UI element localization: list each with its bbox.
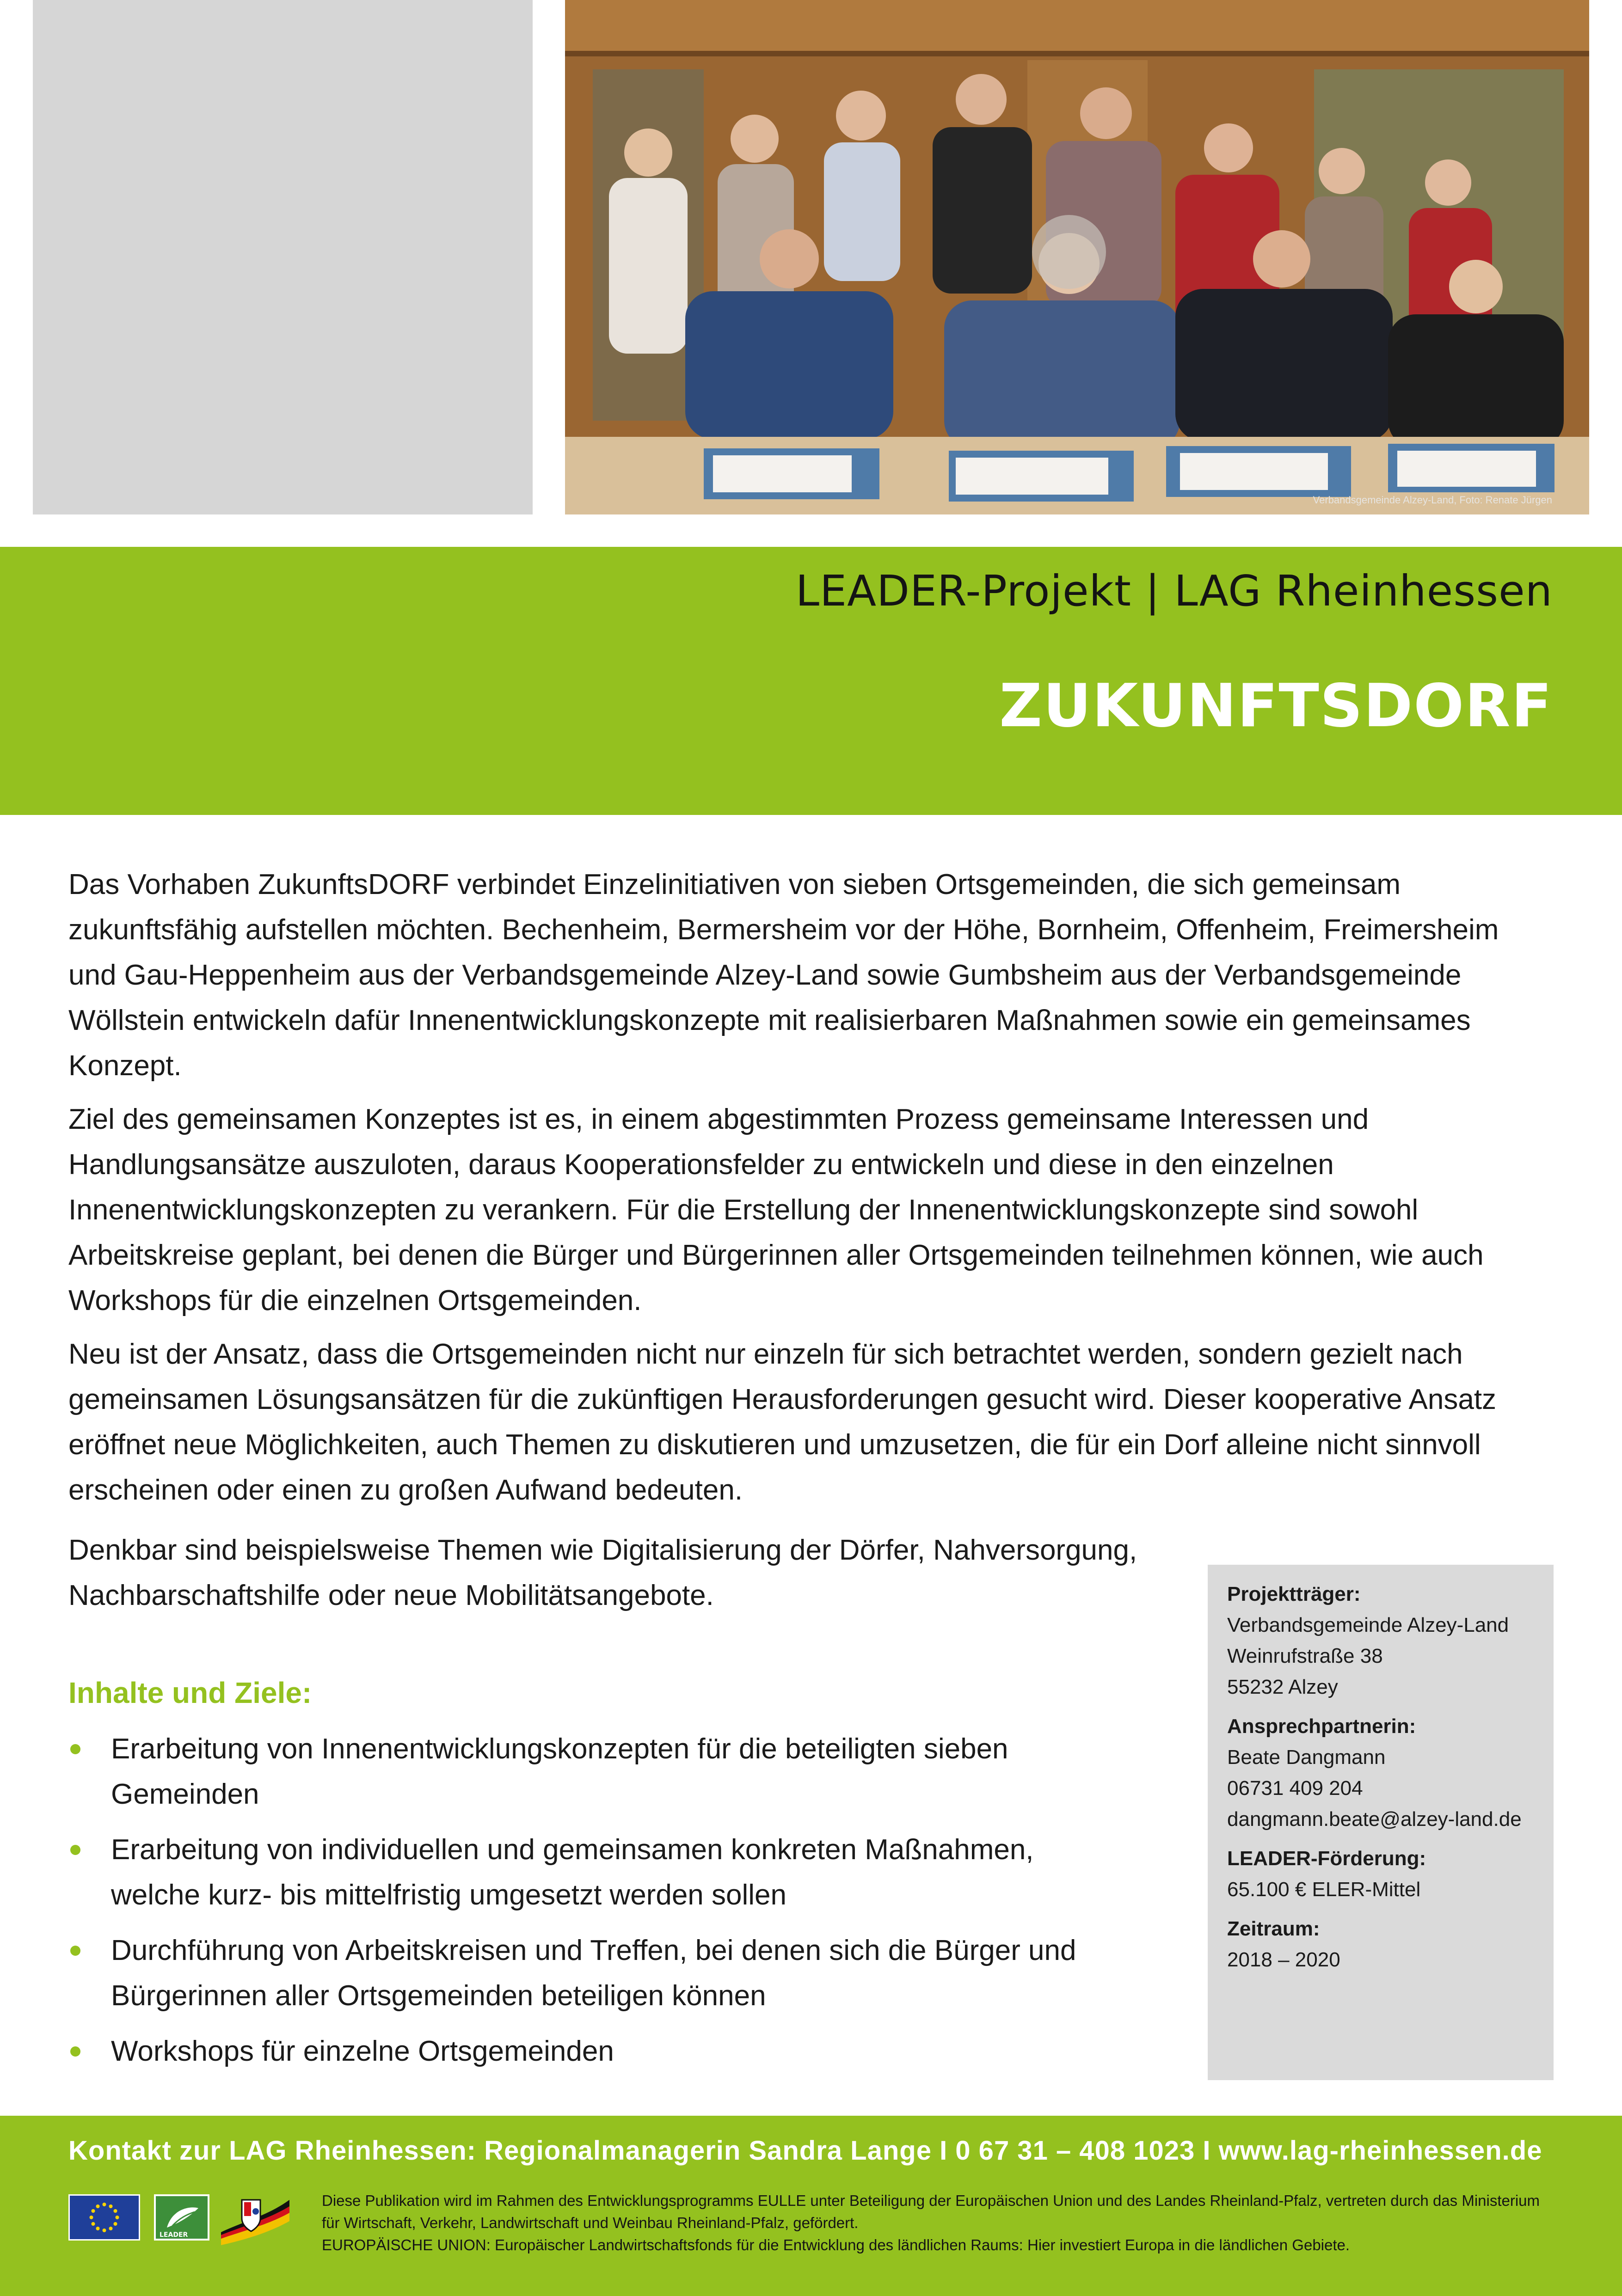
- photo-credit: Verbandsgemeinde Alzey-Land, Foto: Renate Jürgen: [1313, 494, 1552, 506]
- carrier-city: 55232 Alzey: [1227, 1676, 1338, 1698]
- rlp-state-logo-icon: [216, 2191, 293, 2245]
- footer-note-line: Diese Publikation wird im Rahmen des Entwicklungsprogramms EULLE unter Beteiligung der Europäischen Union und des Landes Rheinland-Pfalz, vertreten durch das Ministerium für Wirtschaft, Verkehr, Landwirtschaft und Weinbau Rheinland-Pfalz, gefördert.: [322, 2192, 1540, 2231]
- paragraph: Neu ist der Ansatz, dass die Ortsgemeinden nicht nur einzeln für sich betrachtet werden, sondern gezielt nach gemeinsamen Lösungsansätzen für die zukünftigen Herausforderungen gesucht wird. Dieser kooperative Ansatz eröffnet neue Möglichkeiten, auch Themen zu diskutieren und umzusetzen, die für ein Dorf alleine nicht sinnvoll erscheinen oder einen zu großen Aufwand bedeuten.: [68, 1338, 1497, 1506]
- bullet-icon: [70, 1744, 80, 1754]
- page-title: ZUKUNFTSDORF: [999, 672, 1553, 741]
- title-band: [0, 547, 1622, 815]
- list-item: [68, 1727, 1109, 1817]
- funding-label: LEADER-Förderung:: [1227, 1847, 1426, 1870]
- period-group: [1227, 1913, 1534, 1975]
- list-item-text: Erarbeitung von individuellen und gemeinsamen konkreten Maßnahmen, welche kurz- bis mittelfristig umgesetzt werden sollen: [111, 1834, 1034, 1911]
- footer-note-line: EUROPÄISCHE UNION: Europäischer Landwirtschaftsfonds für die Entwicklung des ländlichen Raums: Hier investiert Europa in die ländlichen Gebiete.: [322, 2236, 1350, 2253]
- contact-group: [1227, 1711, 1534, 1835]
- funding-value: 65.100 € ELER-Mittel: [1227, 1878, 1421, 1901]
- footer-note: [322, 2190, 1552, 2256]
- eu-flag-icon: [68, 2194, 140, 2241]
- contact-phone: 06731 409 204: [1227, 1777, 1363, 1800]
- list-item-text: Workshops für einzelne Ortsgemeinden: [111, 2035, 614, 2067]
- list-item: [68, 2029, 1109, 2074]
- goals-list: [68, 1727, 1109, 2084]
- paragraph: Denkbar sind beispielsweise Themen wie Digitalisierung der Dörfer, Nahversorgung, Nachbarschaftshilfe oder neue Mobilitätsangebote.: [68, 1534, 1137, 1611]
- funding-group: [1227, 1843, 1534, 1905]
- goals-heading: Inhalte und Ziele:: [68, 1676, 312, 1709]
- contact-email: dangmann.beate@alzey-land.de: [1227, 1808, 1522, 1831]
- period-value: 2018 – 2020: [1227, 1948, 1340, 1971]
- leader-logo-text: LEADER: [160, 2231, 188, 2239]
- paragraph: Ziel des gemeinsamen Konzeptes ist es, in einem abgestimmten Prozess gemeinsame Interessen und Handlungsansätze auszuloten, daraus Kooperationsfelder zu entwickeln und diese in den einzelnen Innenentwicklungskonzepten zu verankern. Für die Erstellung der Innenentwicklungskonzepte sind sowohl Arbeitskreise geplant, bei denen die Bürger und Bürgerinnen aller Ortsgemeinden teilnehmen können, wie auch Workshops für die einzelnen Ortsgemeinden.: [68, 1103, 1484, 1316]
- contact-label: Ansprechpartnerin:: [1227, 1715, 1416, 1738]
- list-item: [68, 1827, 1109, 1918]
- body-text: [68, 862, 1539, 1521]
- group-photo-illustration: [565, 0, 1589, 514]
- list-item-text: Durchführung von Arbeitskreisen und Treffen, bei denen sich die Bürger und Bürgerinnen aller Ortsgemeinden beteiligen können: [111, 1935, 1076, 2012]
- bullet-icon: [70, 1946, 80, 1956]
- info-box: [1208, 1565, 1554, 2080]
- footer-contact: Kontakt zur LAG Rheinhessen: Regionalmanagerin Sandra Lange I 0 67 31 – 408 1023 I www.lag-rheinhessen.de: [68, 2136, 1542, 2166]
- image-placeholder: [33, 0, 533, 514]
- footer: [0, 2116, 1622, 2296]
- list-item: [68, 1928, 1109, 2019]
- carrier-street: Weinrufstraße 38: [1227, 1645, 1383, 1667]
- bullet-icon: [70, 2046, 80, 2057]
- list-item-text: Erarbeitung von Innenentwicklungskonzepten für die beteiligten sieben Gemeinden: [111, 1733, 1008, 1810]
- bullet-icon: [70, 1845, 80, 1855]
- carrier-label: Projektträger:: [1227, 1583, 1361, 1605]
- carrier-name: Verbandsgemeinde Alzey-Land: [1227, 1614, 1509, 1636]
- leader-logo-icon: [154, 2194, 209, 2241]
- group-photo: [565, 0, 1589, 514]
- contact-name: Beate Dangmann: [1227, 1746, 1386, 1769]
- header-subtitle: LEADER-Projekt | LAG Rheinhessen: [795, 566, 1553, 616]
- period-label: Zeitraum:: [1227, 1917, 1320, 1940]
- paragraph: Das Vorhaben ZukunftsDORF verbindet Einzelinitiativen von sieben Ortsgemeinden, die sich gemeinsam zukunftsfähig aufstellen möchten. Bechenheim, Bermersheim vor der Höhe, Bornheim, Offenheim, Freimersheim und Gau-Heppenheim aus der Verbandsgemeinde Alzey-Land sowie Gumbsheim aus der Verbandsgemeinde Wöllstein entwickeln dafür Innenentwicklungskonzepte mit realisierbaren Maßnahmen sowie ein gemeinsames Konzept.: [68, 869, 1499, 1082]
- carrier-group: [1227, 1579, 1534, 1702]
